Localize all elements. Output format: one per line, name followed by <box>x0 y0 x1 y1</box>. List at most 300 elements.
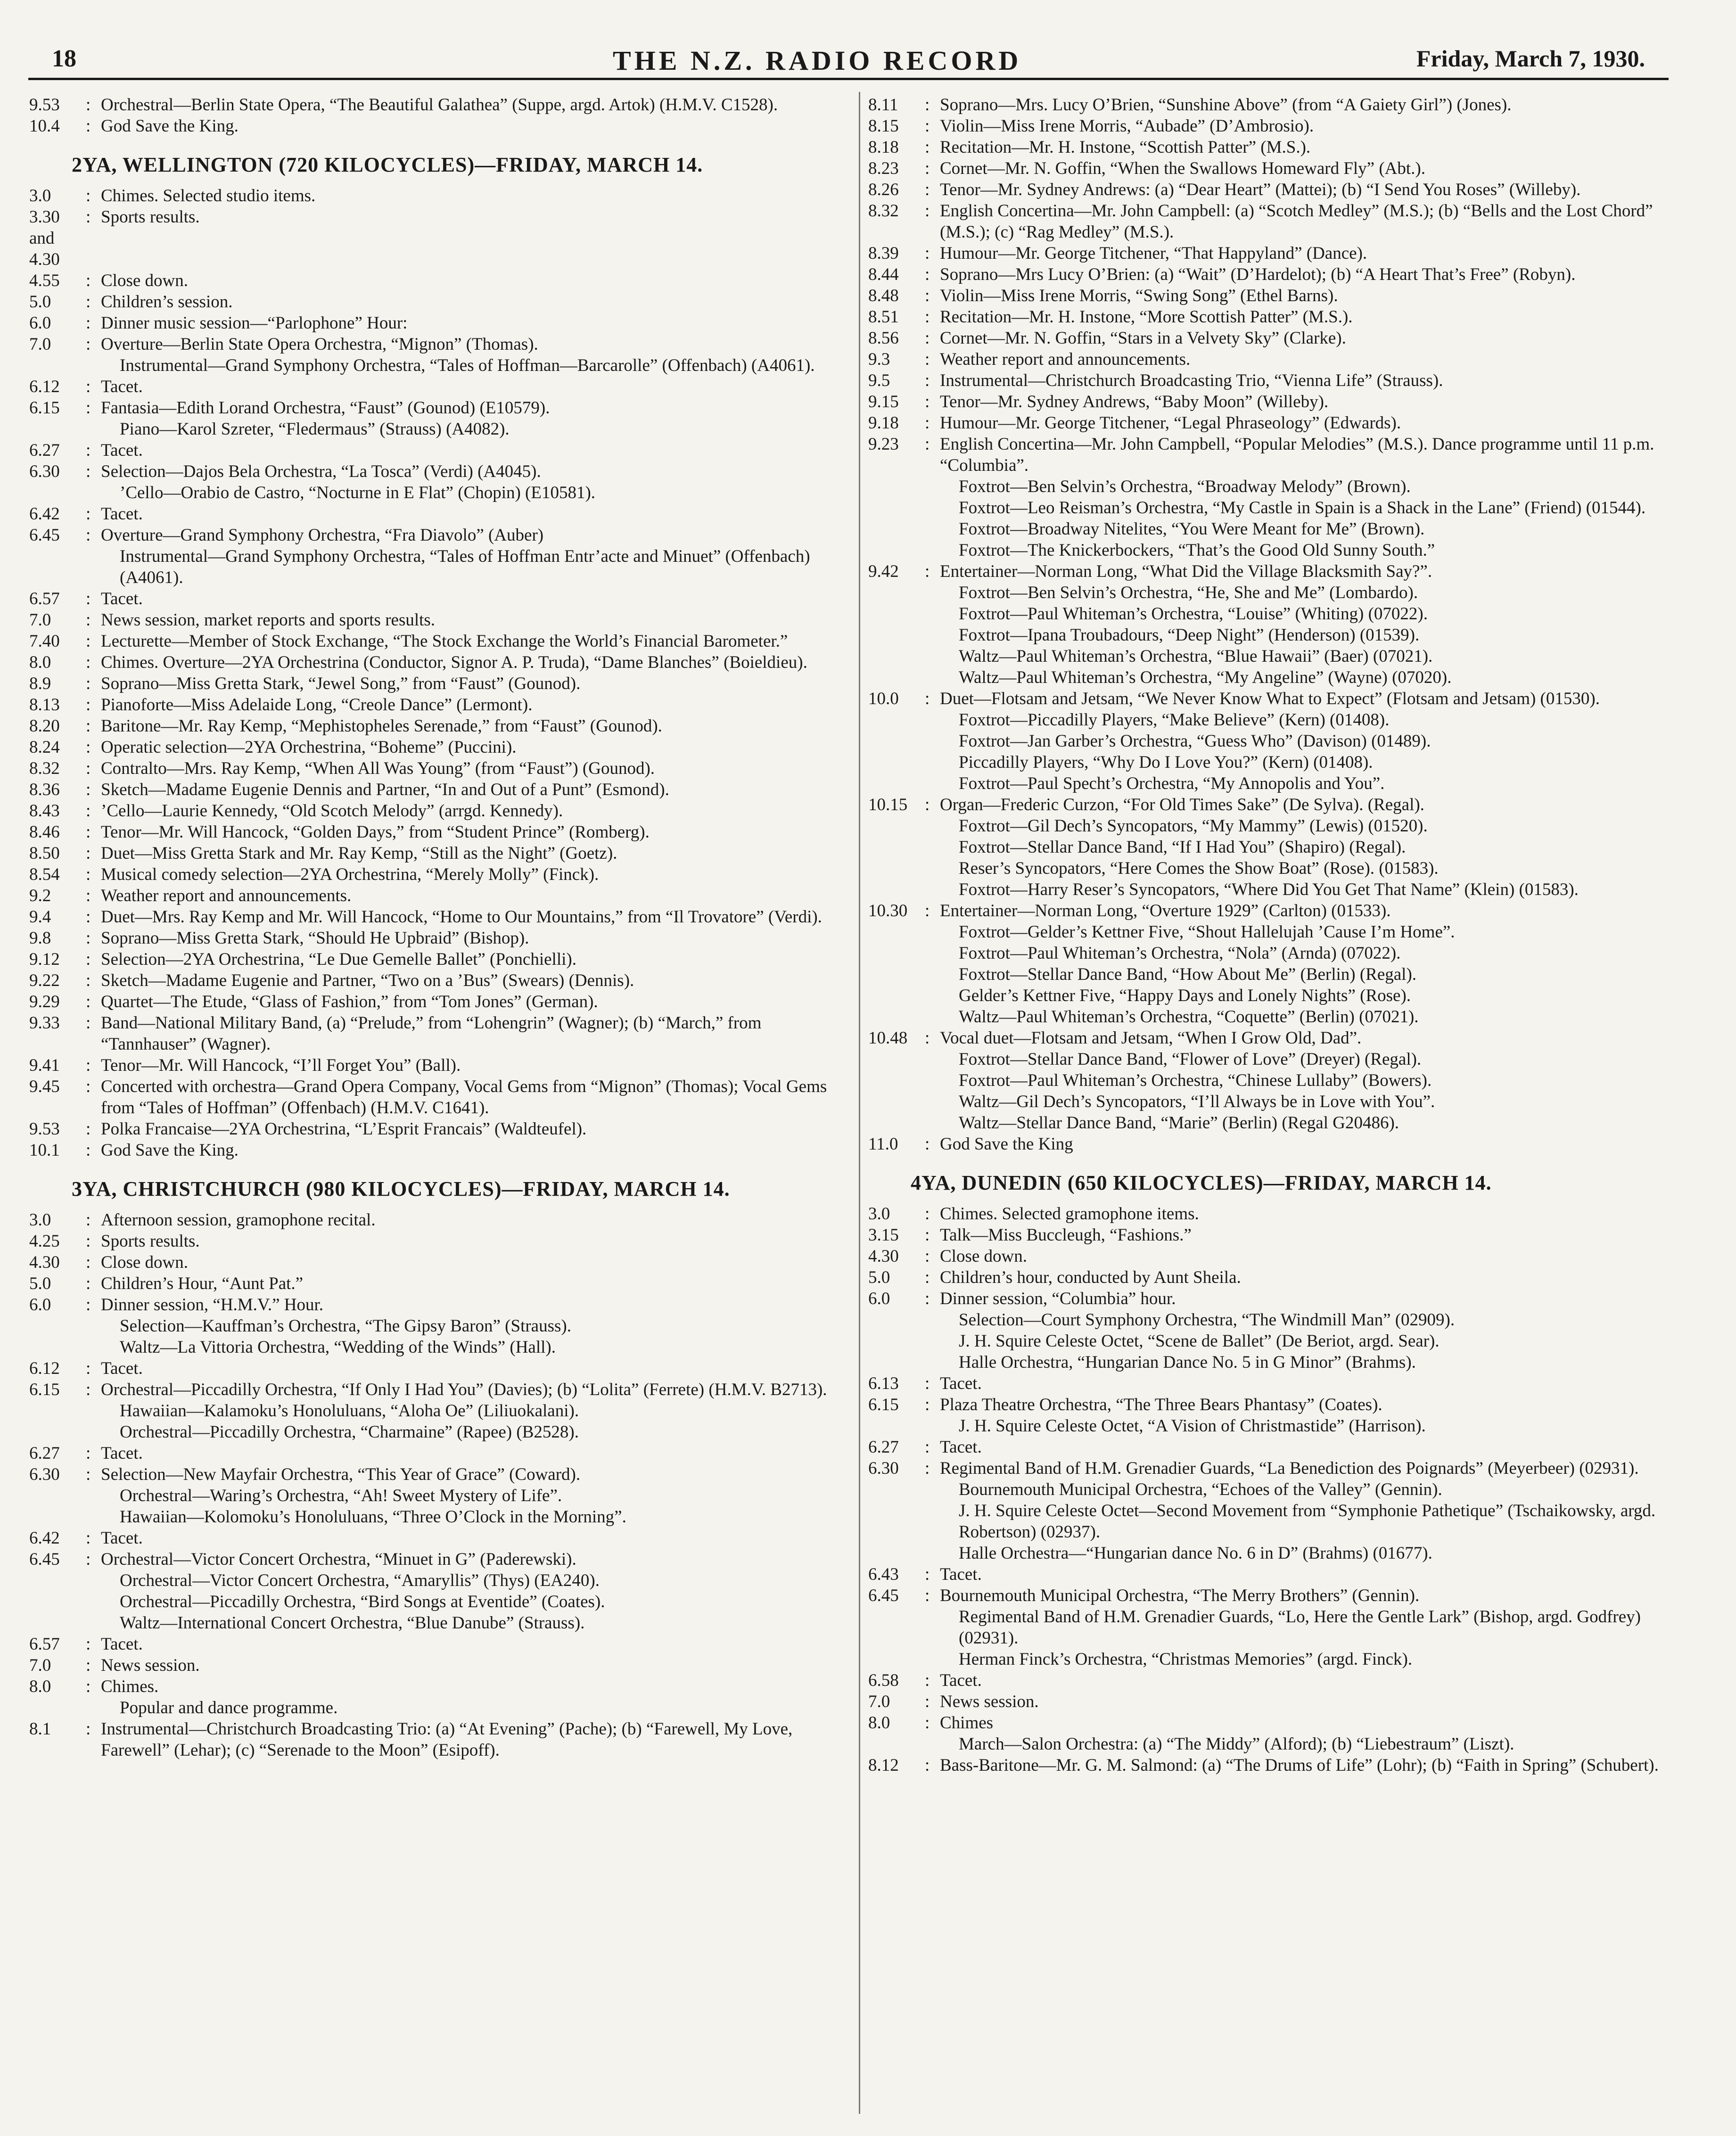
right-column <box>868 94 1660 1776</box>
time-separator: : <box>925 1756 930 1775</box>
program-sub-item <box>868 1070 1660 1091</box>
time-separator: : <box>86 1119 91 1139</box>
program-description: Foxtrot—Stellar Dance Band, “Flower of Love” (Dreyer) (Regal). <box>959 1050 1422 1069</box>
program-description: Duet—Mrs. Ray Kemp and Mr. Will Hancock, “Home to Our Mountains,” from “Il Trovatore” (Verdi). <box>101 907 822 927</box>
time-separator: : <box>925 1713 930 1733</box>
program-description: Bournemouth Municipal Orchestra, “Echoes of the Valley” (Gennin). <box>959 1480 1442 1499</box>
program-item <box>29 185 831 206</box>
program-description: Foxtrot—Broadway Nitelites, “You Were Meant for Me” (Brown). <box>959 519 1425 539</box>
program-sub-item <box>868 752 1660 773</box>
time-separator: : <box>86 292 91 312</box>
program-item <box>868 1394 1660 1415</box>
program-sub-item <box>29 1400 831 1421</box>
time-separator <box>925 1606 940 1649</box>
program-time: 9.2 <box>29 886 51 905</box>
program-sub-item <box>868 1112 1660 1134</box>
time-separator: : <box>86 928 91 948</box>
time-separator: : <box>925 901 930 920</box>
program-description: Sports results. <box>101 1232 200 1251</box>
station-heading: 4YA, DUNEDIN (650 KILOCYCLES)—FRIDAY, MARCH 14. <box>911 1171 1492 1194</box>
time-separator: : <box>86 398 91 418</box>
program-time: 3.0 <box>29 1210 51 1230</box>
program-description: Recitation—Mr. H. Instone, “Scottish Patter” (M.S.). <box>940 138 1311 157</box>
program-item <box>29 652 831 673</box>
program-time <box>868 879 925 900</box>
program-item <box>868 1288 1660 1309</box>
program-description: Talk—Miss Buccleugh, “Fashions.” <box>940 1225 1192 1245</box>
page-number: 18 <box>52 45 76 72</box>
program-time: 8.9 <box>29 674 51 693</box>
program-time: 6.12 <box>29 377 60 396</box>
program-description: Tenor—Mr. Sydney Andrews: (a) “Dear Heart” (Mattei); (b) “I Send You Roses” (Willeby). <box>940 180 1581 199</box>
program-time: 6.30 <box>29 462 60 481</box>
program-item <box>868 434 1660 476</box>
program-time: 6.30 <box>29 1465 60 1484</box>
program-item <box>29 1358 831 1379</box>
time-separator: : <box>925 371 930 390</box>
time-separator: : <box>86 335 91 354</box>
program-time <box>29 1337 86 1358</box>
program-time: 4.30 <box>868 1247 899 1266</box>
program-item <box>868 1267 1660 1288</box>
program-description: Chimes. Selected studio items. <box>101 186 316 205</box>
program-description: Contralto—Mrs. Ray Kemp, “When All Was Young” (from “Faust”) (Gounod). <box>101 759 655 778</box>
program-time <box>29 1485 86 1506</box>
program-description: Humour—Mr. George Titchener, “That Happyland” (Dance). <box>940 244 1367 263</box>
time-separator: : <box>86 971 91 990</box>
program-time <box>868 1500 925 1543</box>
program-time <box>868 1112 925 1134</box>
program-time: 8.24 <box>29 738 60 757</box>
program-time: 3.0 <box>29 186 51 205</box>
program-time <box>868 1006 925 1027</box>
time-separator <box>86 1421 101 1443</box>
program-time: 9.33 <box>29 1013 60 1033</box>
program-description: Violin—Miss Irene Morris, “Swing Song” (Ethel Barns). <box>940 286 1338 305</box>
program-time: 5.0 <box>29 292 51 312</box>
program-description: Selection—Court Symphony Orchestra, “The Windmill Man” (02909). <box>959 1310 1455 1330</box>
program-time <box>29 1421 86 1443</box>
program-item <box>29 397 831 419</box>
time-separator <box>925 1543 940 1564</box>
time-separator: : <box>86 1550 91 1569</box>
program-description: News session, market reports and sports results. <box>101 610 436 630</box>
time-separator <box>86 1570 101 1591</box>
program-description: Instrumental—Christchurch Broadcasting Trio, “Vienna Life” (Strauss). <box>940 371 1443 390</box>
program-time: 8.18 <box>868 138 899 157</box>
time-separator <box>925 582 940 603</box>
issue-date: Friday, March 7, 1930. <box>1416 45 1645 72</box>
program-time <box>868 1070 925 1091</box>
program-description: Weather report and announcements. <box>940 350 1191 369</box>
program-time <box>29 1591 86 1612</box>
program-sub-item <box>29 482 831 503</box>
time-separator: : <box>86 526 91 545</box>
program-description: Foxtrot—Paul Whiteman’s Orchestra, “Louise” (Whiting) (07022). <box>959 604 1428 624</box>
program-item <box>868 158 1660 179</box>
program-description: Foxtrot—Piccadilly Players, “Make Believe” (Kern) (01408). <box>959 710 1390 730</box>
time-separator: : <box>86 865 91 884</box>
program-item <box>868 1670 1660 1691</box>
time-separator: : <box>86 1635 91 1654</box>
program-item <box>29 694 831 715</box>
program-time <box>868 709 925 731</box>
program-description: Tacet. <box>101 441 143 460</box>
program-time: 6.0 <box>868 1289 890 1308</box>
program-time <box>868 624 925 646</box>
program-description: Foxtrot—Ben Selvin’s Orchestra, “Broadway Melody” (Brown). <box>959 477 1411 496</box>
time-separator <box>86 1697 101 1718</box>
program-time <box>29 419 86 440</box>
program-time <box>868 1606 925 1649</box>
time-separator: : <box>86 653 91 672</box>
program-time: 6.0 <box>29 1295 51 1314</box>
program-description: Dinner session, “Columbia” hour. <box>940 1289 1176 1308</box>
program-item <box>29 1209 831 1231</box>
program-sub-item <box>868 773 1660 794</box>
program-sub-item <box>868 667 1660 688</box>
time-separator: : <box>86 441 91 460</box>
program-item <box>868 561 1660 582</box>
program-sub-item <box>868 540 1660 561</box>
program-time <box>29 1506 86 1528</box>
program-item <box>29 270 831 291</box>
time-separator: : <box>86 992 91 1011</box>
program-time: 9.8 <box>29 928 51 948</box>
program-item <box>868 1224 1660 1246</box>
program-description: Close down. <box>101 1253 188 1272</box>
time-separator: : <box>925 1459 930 1478</box>
program-sub-item <box>29 419 831 440</box>
program-time: 6.13 <box>868 1374 899 1393</box>
program-item <box>29 291 831 312</box>
program-item <box>868 688 1660 709</box>
program-description: Waltz—Stellar Dance Band, “Marie” (Berlin) (Regal G20486). <box>959 1113 1399 1133</box>
program-description: Chimes <box>940 1713 994 1733</box>
program-item <box>29 525 831 546</box>
column-divider <box>859 92 860 2114</box>
program-item <box>868 349 1660 370</box>
time-separator <box>925 1309 940 1331</box>
program-description: Waltz—International Concert Orchestra, “Blue Danube” (Strauss). <box>120 1613 585 1633</box>
program-item <box>868 1564 1660 1585</box>
program-time <box>868 1331 925 1352</box>
time-separator <box>925 879 940 900</box>
time-separator: : <box>86 589 91 608</box>
program-item <box>29 376 831 397</box>
time-separator <box>925 518 940 540</box>
program-time: 5.0 <box>29 1274 51 1293</box>
time-separator <box>86 355 101 376</box>
time-separator: : <box>86 313 91 333</box>
time-separator: : <box>925 244 930 263</box>
time-separator: : <box>86 186 91 205</box>
program-item <box>868 1458 1660 1479</box>
program-time <box>29 1612 86 1634</box>
program-description: Foxtrot—Leo Reisman’s Orchestra, “My Castle in Spain is a Shack in the Lane” (Friend) (01544). <box>959 498 1646 518</box>
time-separator <box>925 667 940 688</box>
time-separator: : <box>86 1077 91 1096</box>
program-time: 9.29 <box>29 992 60 1011</box>
program-time <box>29 482 86 503</box>
program-item <box>29 970 831 991</box>
program-sub-item <box>868 476 1660 497</box>
program-time: 8.44 <box>868 265 899 284</box>
program-time: 3.0 <box>868 1204 890 1224</box>
program-time: 4.55 <box>29 271 60 290</box>
time-separator: : <box>925 1395 930 1414</box>
time-separator: : <box>925 329 930 348</box>
time-separator: : <box>925 435 930 454</box>
time-separator <box>86 482 101 503</box>
time-separator: : <box>925 1204 930 1224</box>
program-time <box>868 1352 925 1373</box>
time-separator: : <box>86 1253 91 1272</box>
time-separator <box>925 1649 940 1670</box>
time-separator <box>925 1479 940 1500</box>
program-description: Duet—Flotsam and Jetsam, “We Never Know What to Expect” (Flotsam and Jetsam) (01530). <box>940 689 1600 708</box>
program-time <box>868 943 925 964</box>
program-time <box>29 1400 86 1421</box>
time-separator: : <box>925 95 930 115</box>
program-time: 9.4 <box>29 907 51 927</box>
program-time <box>868 1415 925 1437</box>
program-item <box>29 758 831 779</box>
program-item <box>29 1012 831 1055</box>
program-sub-item <box>868 1415 1660 1437</box>
program-description: Piccadilly Players, “Why Do I Love You?” (Kern) (01408). <box>959 753 1373 772</box>
program-item <box>29 206 831 270</box>
left-column <box>29 94 831 1761</box>
program-time: 9.23 <box>868 435 899 454</box>
program-time: 8.26 <box>868 180 899 199</box>
program-time: 8.32 <box>868 201 899 221</box>
time-separator: : <box>925 307 930 327</box>
program-time: 6.57 <box>29 589 60 608</box>
program-sub-item <box>29 1697 831 1718</box>
program-description: Entertainer—Norman Long, “Overture 1929” (Carlton) (01533). <box>940 901 1391 920</box>
program-description: Vocal duet—Flotsam and Jetsam, “When I Grow Old, Dad”. <box>940 1028 1362 1048</box>
program-description: Tacet. <box>101 377 143 396</box>
program-item <box>868 1246 1660 1267</box>
program-description: Organ—Frederic Curzon, “For Old Times Sake” (De Sylva). (Regal). <box>940 795 1424 814</box>
program-sub-item <box>868 1049 1660 1070</box>
program-description: Orchestral—Berlin State Opera, “The Beautiful Galathea” (Suppe, argd. Artok) (H.M.V. C1528). <box>101 95 778 115</box>
program-item <box>29 461 831 482</box>
program-time: 6.42 <box>29 1528 60 1548</box>
time-separator: : <box>86 1656 91 1675</box>
program-description: Humour—Mr. George Titchener, “Legal Phraseology” (Edwards). <box>940 413 1401 433</box>
program-description: Orchestral—Victor Concert Orchestra, “Minuet in G” (Paderewski). <box>101 1550 576 1569</box>
time-separator: : <box>86 462 91 481</box>
time-separator: : <box>86 116 91 136</box>
time-separator <box>925 1091 940 1112</box>
time-separator <box>86 1506 101 1528</box>
program-description: Waltz—Paul Whiteman’s Orchestra, “My Angeline” (Wayne) (07020). <box>959 668 1452 687</box>
time-separator <box>86 1591 101 1612</box>
program-description: Children’s hour, conducted by Aunt Sheila. <box>940 1268 1241 1287</box>
program-time: 6.43 <box>868 1565 899 1584</box>
program-description: Selection—Kauffman’s Orchestra, “The Gipsy Baron” (Strauss). <box>120 1316 571 1336</box>
program-time <box>868 667 925 688</box>
program-time: 4.25 <box>29 1232 60 1251</box>
program-time <box>868 1543 925 1564</box>
program-sub-item <box>868 879 1660 900</box>
program-item <box>29 1549 831 1570</box>
time-separator <box>925 497 940 518</box>
time-separator <box>86 419 101 440</box>
program-description: Concerted with orchestra—Grand Opera Company, Vocal Gems from “Mignon” (Thomas); Vocal Gems from “Tales of Hoffman” (Offenbach) (H.M.V. C1641). <box>101 1077 827 1117</box>
program-description: J. H. Squire Celeste Octet—Second Movement from “Symphonie Pathetique” (Tschaikowsky, argd. Robertson) (02937). <box>959 1501 1656 1542</box>
program-item <box>29 1655 831 1676</box>
time-separator <box>925 985 940 1006</box>
program-description: Orchestral—Waring’s Orchestra, “Ah! Sweet Mystery of Life”. <box>120 1486 562 1505</box>
program-sub-item <box>868 964 1660 985</box>
time-separator: : <box>86 1444 91 1463</box>
time-separator: : <box>925 392 930 411</box>
program-time: 11.0 <box>868 1134 898 1154</box>
program-time <box>29 546 86 588</box>
time-separator <box>925 624 940 646</box>
program-time: 9.53 <box>29 95 60 115</box>
program-item <box>868 115 1660 137</box>
time-separator: : <box>925 413 930 433</box>
program-time <box>868 540 925 561</box>
program-sub-item <box>29 355 831 376</box>
program-time: 7.0 <box>29 1656 51 1675</box>
header-rule <box>28 78 1669 80</box>
program-description: Overture—Grand Symphony Orchestra, “Fra Diavolo” (Auber) <box>101 526 544 545</box>
time-separator: : <box>86 1465 91 1484</box>
program-time: 5.0 <box>868 1268 890 1287</box>
time-separator: : <box>925 138 930 157</box>
program-time: 6.12 <box>29 1359 60 1378</box>
program-item <box>29 673 831 694</box>
program-description: Selection—2YA Orchestrina, “Le Due Gemelle Ballet” (Ponchielli). <box>101 950 576 969</box>
program-item <box>868 285 1660 306</box>
program-item <box>868 370 1660 391</box>
program-time: 9.42 <box>868 562 899 581</box>
program-sub-item <box>29 1485 831 1506</box>
time-separator <box>925 921 940 943</box>
time-separator: : <box>925 1225 930 1245</box>
time-separator: : <box>86 907 91 927</box>
program-time <box>868 603 925 624</box>
program-time <box>868 1479 925 1500</box>
program-item <box>29 1273 831 1294</box>
program-description: Chimes. <box>101 1677 159 1696</box>
program-time: 9.3 <box>868 350 890 369</box>
program-time: 10.4 <box>29 116 60 136</box>
program-time: 8.23 <box>868 159 899 178</box>
program-description: Dinner session, “H.M.V.” Hour. <box>101 1295 324 1314</box>
program-description: Lecturette—Member of Stock Exchange, “The Stock Exchange the World’s Financial Barometer.” <box>101 632 788 651</box>
program-item <box>29 1634 831 1655</box>
time-separator: : <box>925 286 930 305</box>
program-item <box>29 1055 831 1076</box>
program-time: 8.1 <box>29 1719 51 1739</box>
program-item <box>29 715 831 737</box>
program-description: Foxtrot—Jan Garber’s Orchestra, “Guess Who” (Davison) (01489). <box>959 731 1431 751</box>
program-item <box>29 1231 831 1252</box>
time-separator <box>925 709 940 731</box>
program-description: Children’s session. <box>101 292 233 312</box>
time-separator: : <box>86 1719 91 1739</box>
program-description: Orchestral—Piccadilly Orchestra, “Charmaine” (Rapee) (B2528). <box>120 1422 579 1442</box>
time-separator: : <box>86 738 91 757</box>
station-heading: 2YA, WELLINGTON (720 KILOCYCLES)—FRIDAY, MARCH 14. <box>72 153 703 176</box>
program-time <box>868 1309 925 1331</box>
program-time <box>29 1697 86 1718</box>
program-description: Orchestral—Piccadilly Orchestra, “If Only I Had You” (Davies); (b) “Lolita” (Ferrete) (H.M.V. B2713). <box>101 1380 827 1399</box>
program-description: Waltz—Paul Whiteman’s Orchestra, “Blue Hawaii” (Baer) (07021). <box>959 647 1433 666</box>
program-item <box>29 822 831 843</box>
time-separator <box>86 1612 101 1634</box>
time-separator: : <box>86 95 91 115</box>
time-separator: : <box>86 504 91 524</box>
time-separator: : <box>925 1565 930 1584</box>
program-time: 8.15 <box>868 116 899 136</box>
time-separator: : <box>925 1671 930 1690</box>
program-time <box>868 837 925 858</box>
program-description: Baritone—Mr. Ray Kemp, “Mephistopheles Serenade,” from “Faust” (Gounod). <box>101 716 662 736</box>
program-description: Overture—Berlin State Opera Orchestra, “Mignon” (Thomas). <box>101 335 538 354</box>
program-item <box>29 1464 831 1485</box>
program-sub-item <box>868 1479 1660 1500</box>
time-separator: : <box>86 377 91 396</box>
program-description: Tacet. <box>101 504 143 524</box>
program-time: 8.43 <box>29 801 60 821</box>
time-separator <box>925 1049 940 1070</box>
program-sub-item <box>868 709 1660 731</box>
program-description: Quartet—The Etude, “Glass of Fashion,” from “Tom Jones” (German). <box>101 992 598 1011</box>
time-separator: : <box>86 950 91 969</box>
time-separator: : <box>86 1677 91 1696</box>
program-time: 7.0 <box>868 1692 890 1711</box>
program-description: Foxtrot—Stellar Dance Band, “How About Me” (Berlin) (Regal). <box>959 965 1417 984</box>
program-time: 8.0 <box>29 653 51 672</box>
program-time <box>868 582 925 603</box>
program-item <box>868 1373 1660 1394</box>
program-item <box>868 412 1660 434</box>
program-item <box>29 1252 831 1273</box>
program-sub-item <box>868 1606 1660 1649</box>
program-description: Foxtrot—Paul Whiteman’s Orchestra, “Nola” (Arnda) (07022). <box>959 944 1401 963</box>
program-item <box>29 906 831 928</box>
program-description: Close down. <box>940 1247 1027 1266</box>
time-separator: : <box>86 695 91 715</box>
program-description: Tenor—Mr. Will Hancock, “Golden Days,” from “Student Prince” (Romberg). <box>101 822 650 842</box>
program-sub-item <box>868 624 1660 646</box>
program-time: 6.45 <box>29 1550 60 1569</box>
time-separator <box>925 1331 940 1352</box>
program-time <box>868 1091 925 1112</box>
time-separator <box>86 546 101 588</box>
time-separator <box>925 964 940 985</box>
program-description: Regimental Band of H.M. Grenadier Guards, “La Benediction des Poignards” (Meyerbeer) (02931). <box>940 1459 1639 1478</box>
program-description: Sports results. <box>101 207 200 227</box>
program-description: God Save the King <box>940 1134 1073 1154</box>
time-separator <box>925 646 940 667</box>
program-sub-item <box>29 1570 831 1591</box>
time-separator <box>925 752 940 773</box>
time-separator: : <box>86 780 91 799</box>
program-description: Foxtrot—Ipana Troubadours, “Deep Night” (Henderson) (01539). <box>959 625 1420 645</box>
time-separator <box>925 603 940 624</box>
program-time: 10.15 <box>868 795 908 814</box>
time-separator: : <box>925 1374 930 1393</box>
program-time: 8.50 <box>29 844 60 863</box>
